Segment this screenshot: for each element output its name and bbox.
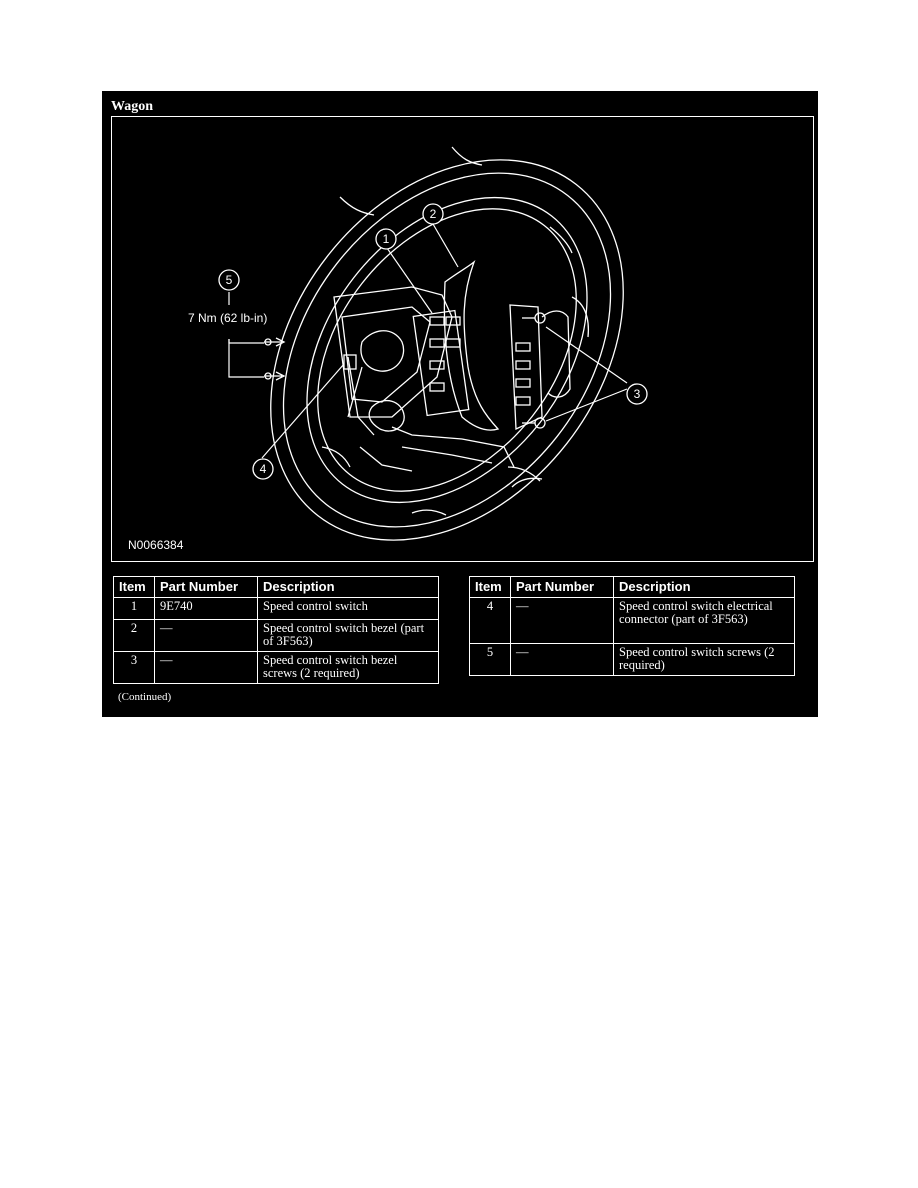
steering-wheel-figure: [111, 116, 814, 562]
parts-table-left: [113, 576, 439, 684]
table-row: [114, 598, 439, 620]
table-row: [470, 598, 795, 644]
part-number-cell: —: [511, 644, 614, 676]
item-cell: 4: [470, 598, 511, 644]
panel-title: Wagon: [111, 99, 154, 114]
steering-wheel-illustration: [112, 117, 813, 561]
part-number-cell: —: [155, 652, 258, 684]
parts-table-right: [469, 576, 795, 676]
item-cell: 1: [114, 598, 155, 620]
part-number-cell: —: [511, 598, 614, 644]
figure-id: N0066384: [128, 538, 184, 552]
part-number-cell: —: [155, 620, 258, 652]
table-row: [114, 652, 439, 684]
table-header-row: [114, 577, 439, 598]
part-number-cell: 9E740: [155, 598, 258, 620]
description-cell: Speed control switch: [258, 598, 439, 620]
callout-3-label: 3: [633, 387, 641, 401]
callout-2-label: 2: [429, 207, 437, 221]
description-cell: Speed control switch bezel screws (2 required): [258, 652, 439, 684]
header-description: Description: [614, 577, 795, 598]
table-row: [470, 644, 795, 676]
description-cell: Speed control switch electrical connector (part of 3F563): [614, 598, 795, 644]
table-header-row: [470, 577, 795, 598]
figure-panel: [102, 91, 818, 717]
header-part-number: Part Number: [511, 577, 614, 598]
item-cell: 3: [114, 652, 155, 684]
callout-1-label: 1: [382, 232, 390, 246]
continued-note: (Continued): [118, 691, 172, 703]
item-cell: 2: [114, 620, 155, 652]
callout-4-label: 4: [259, 462, 267, 476]
header-item: Item: [470, 577, 511, 598]
callout-5-label: 5: [225, 273, 233, 287]
torque-label: 7 Nm (62 lb-in): [188, 311, 268, 325]
description-cell: Speed control switch bezel (part of 3F563): [258, 620, 439, 652]
header-part-number: Part Number: [155, 577, 258, 598]
header-item: Item: [114, 577, 155, 598]
header-description: Description: [258, 577, 439, 598]
description-cell: Speed control switch screws (2 required): [614, 644, 795, 676]
table-row: [114, 620, 439, 652]
item-cell: 5: [470, 644, 511, 676]
